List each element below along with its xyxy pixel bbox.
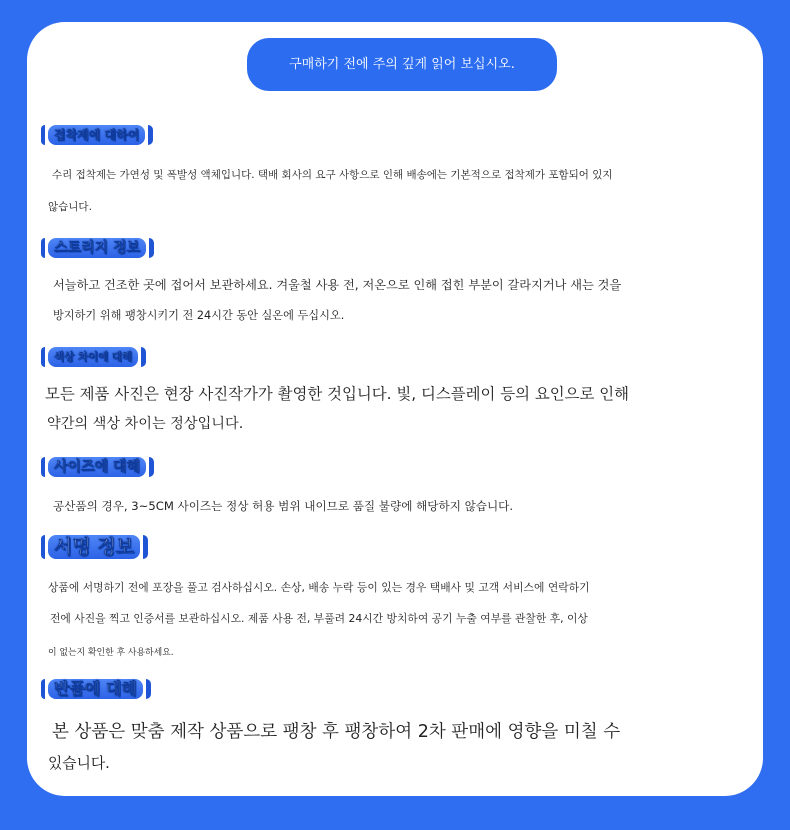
- section-title: 사이즈에 대해: [48, 457, 146, 477]
- paragraph-line: 본 상품은 맞춤 제작 상품으로 팽창 후 팽창하여 2차 판매에 영향을 미칠 수: [52, 722, 621, 742]
- section-title: 서명 정보: [48, 535, 140, 559]
- paragraph-line: 않습니다.: [48, 201, 92, 213]
- section-title: 색상 차이에 대해: [48, 347, 138, 367]
- paragraph-line: 모든 제품 사진은 현장 사진작가가 촬영한 것입니다. 빛, 디스플레이 등의 요인으로 인해: [45, 385, 629, 403]
- paragraph-line: 전에 사진을 찍고 인증서를 보관하십시오. 제품 사용 전, 부풀려 24시간 방치하여 공기 누출 여부를 관찰한 후, 이상: [50, 612, 588, 625]
- section-heading-size: [48, 456, 146, 478]
- section-heading-adhesive: [48, 124, 145, 146]
- paragraph-line: 방지하기 위해 팽창시키기 전 24시간 동안 실온에 두십시오.: [53, 309, 345, 322]
- paragraph-line: 상품에 서명하기 전에 포장을 풀고 검사하십시오. 손상, 배송 누락 등이 있는 경우 택배사 및 고객 서비스에 연락하기: [48, 581, 590, 594]
- paragraph-line: 공산품의 경우, 3~5CM 사이즈는 정상 허용 범위 내이므로 품질 불량에 해당하지 않습니다.: [53, 499, 514, 513]
- paragraph-line: 수리 접착제는 가연성 및 폭발성 액체입니다. 택배 회사의 요구 사항으로 인해 배송에는 기본적으로 접착제가 포함되어 있지: [52, 169, 613, 181]
- notice-banner: 구매하기 전에 주의 깊게 읽어 보십시오.: [247, 38, 557, 91]
- paragraph-line: 서늘하고 건조한 곳에 접어서 보관하세요. 겨울철 사용 전, 저온으로 인해 접힌 부분이 갈라지거나 새는 것을: [53, 278, 622, 292]
- section-title: 스토리지 정보: [48, 238, 146, 258]
- section-heading-returns: [48, 678, 143, 700]
- section-title: 접착제에 대하여: [48, 125, 145, 145]
- paragraph-line: 약간의 색상 차이는 정상입니다.: [47, 416, 244, 432]
- section-heading-signature: [48, 536, 140, 558]
- section-heading-color: [48, 346, 138, 368]
- section-heading-storage: [48, 237, 146, 259]
- section-title: 반품에 대해: [48, 679, 143, 699]
- paragraph-line: 있습니다.: [48, 755, 110, 772]
- paragraph-line: 이 없는지 확인한 후 사용하세요.: [48, 648, 174, 658]
